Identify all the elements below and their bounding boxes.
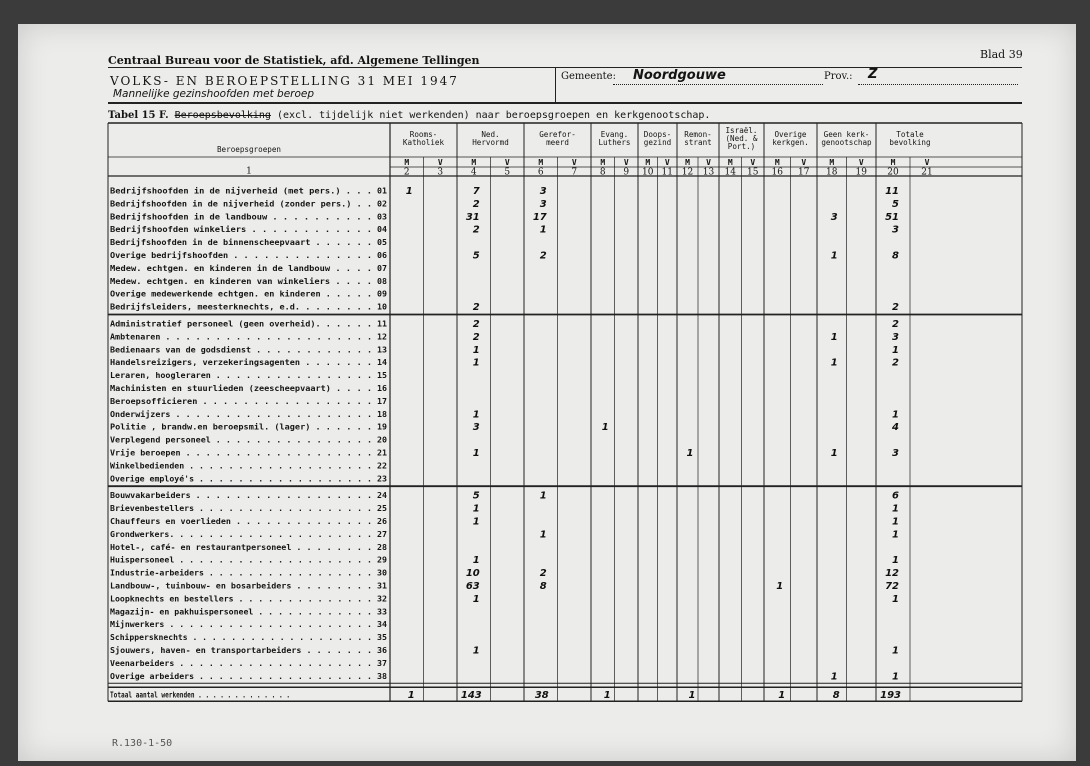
column-group-name: Gerefor-	[539, 130, 576, 139]
cell-value: 2	[472, 319, 480, 330]
column-number: 12	[681, 167, 694, 178]
handwritten-subtitle: Mannelijke gezinshoofden met beroep	[113, 88, 315, 100]
sheet-number: Blad 39	[980, 48, 1023, 61]
cell-value: 11	[885, 186, 899, 197]
cell-value: 3	[539, 198, 547, 210]
row-label: Machinisten en stuurlieden (zeescheepvaart) . . . .	[110, 383, 372, 393]
cell-value: 1	[830, 250, 838, 262]
sex-label: M	[829, 158, 835, 167]
cell-value: 1	[686, 448, 694, 459]
row-number: 30	[377, 567, 387, 578]
cell-value: 2	[472, 331, 480, 343]
row-number: 18	[377, 408, 387, 419]
cell-value: 2	[472, 302, 480, 314]
cell-value: 1	[892, 593, 899, 605]
cell-value: 3	[472, 422, 480, 434]
total-value: 1	[778, 690, 786, 702]
cell-value: 72	[885, 581, 899, 592]
cell-value: 1	[892, 555, 899, 567]
row-number: 24	[377, 490, 387, 501]
form-code: R.130-1-50	[112, 738, 173, 749]
row-label: Magazijn- en pakhuispersoneel . . . . . . . . . . . .	[110, 606, 372, 617]
column-group-name: Geen kerk-	[823, 130, 870, 139]
column-group-name: Hervormd	[472, 138, 509, 147]
cell-value: 3	[892, 224, 899, 236]
total-label: Totaal aantal werkenden . . . . . . . . . . . . .	[110, 689, 290, 700]
row-number: 14	[377, 357, 387, 368]
row-number: 03	[377, 211, 387, 222]
column-number: 8	[599, 167, 606, 178]
row-label: Politie , brandw.en beroepsmil. (lager) . . . . . .	[110, 421, 372, 432]
row-number: 37	[377, 657, 387, 668]
column-group-name: gezind	[643, 138, 672, 147]
column-number: 13	[702, 167, 715, 178]
sex-label: V	[801, 158, 807, 167]
row-label: Loopknechts en bestellers . . . . . . . . . . . . . .	[110, 593, 372, 604]
cell-value: 1	[892, 344, 899, 356]
sex-label: M	[538, 158, 544, 167]
cell-value: 6	[892, 490, 899, 502]
cell-value: 2	[892, 357, 899, 369]
row-number: 11	[377, 318, 387, 329]
row-number: 08	[377, 275, 387, 286]
bureau-name: Centraal Bureau voor de Statistiek, afd. Algemene Tellingen	[108, 54, 480, 67]
cell-value: 1	[776, 581, 784, 592]
cell-value: 1	[472, 409, 480, 421]
row-number: 35	[377, 632, 387, 643]
column-group-name: Port.)	[727, 142, 756, 151]
cell-value: 51	[885, 211, 899, 223]
row-number: 05	[377, 237, 387, 248]
column-number: 11	[661, 167, 673, 178]
row-number: 28	[377, 541, 387, 552]
row-label: Verplegend personeel . . . . . . . . . . . . . . . .	[110, 434, 372, 445]
column-group-name: meerd	[546, 138, 569, 147]
row-label: Onderwijzers . . . . . . . . . . . . . . . . . . . .	[110, 408, 372, 419]
row-label: Ambtenaren . . . . . . . . . . . . . . . . . . . . .	[110, 331, 372, 342]
sex-label: M	[645, 158, 651, 167]
row-label: Leraren, hoogleraren . . . . . . . . . . . . . . . .	[110, 370, 372, 381]
table-title-rest: (excl. tijdelijk niet werkenden) naar beroepsgroepen en kerkgenootschap.	[276, 110, 711, 121]
column-group-name: Ned.	[481, 130, 500, 139]
cell-value: 1	[472, 593, 480, 605]
sex-label: M	[600, 158, 606, 167]
row-number: 34	[377, 619, 387, 630]
sex-label: M	[404, 158, 410, 167]
sex-label: V	[858, 158, 864, 167]
cell-value: 1	[472, 516, 480, 528]
row-label: Bedienaars van de godsdienst . . . . . . . . . . . .	[110, 344, 372, 355]
gemeente-value: Noordgouwe	[633, 68, 726, 83]
row-number: 27	[377, 528, 387, 539]
row-label: Overige arbeiders . . . . . . . . . . . . . . . . . .	[110, 670, 372, 681]
cell-value: 1	[539, 529, 547, 541]
cell-value: 4	[892, 422, 899, 434]
cell-value: 1	[472, 448, 480, 459]
cell-value: 1	[892, 529, 899, 541]
row-label: Medew. echtgen. en kinderen van winkeliers . . . .	[110, 275, 372, 286]
column-number: 5	[504, 167, 511, 178]
row-number: 15	[377, 370, 387, 381]
row-label: Overige medewerkende echtgen. en kinderen . . . . .	[110, 288, 372, 299]
column-number: 17	[798, 167, 810, 178]
column-number: 2	[403, 167, 410, 178]
column-number: 6	[537, 167, 544, 178]
row-number: 07	[377, 262, 387, 273]
cell-value: 3	[892, 448, 899, 459]
row-number: 17	[377, 395, 387, 406]
row-number: 06	[377, 250, 387, 260]
row-header-label: Beroepsgroepen	[216, 145, 282, 154]
row-label: Vrije beroepen . . . . . . . . . . . . . . . . . . .	[110, 447, 372, 458]
row-label: Medew. echtgen. en kinderen in de landbouw . . . .	[110, 262, 372, 273]
row-number: 20	[377, 434, 387, 445]
column-group-name: strant	[684, 138, 712, 147]
cell-value: 5	[472, 250, 480, 262]
total-value: 1	[603, 690, 611, 702]
gemeente-label: Gemeente:	[561, 71, 616, 82]
cell-value: 1	[472, 555, 480, 567]
column-group-name: Katholiek	[402, 138, 445, 147]
cell-value: 1	[892, 645, 899, 657]
census-form-sheet	[18, 24, 1076, 761]
sex-label: M	[727, 158, 733, 167]
province-value: Z	[868, 67, 878, 82]
cell-value: 1	[405, 186, 413, 197]
cell-value: 1	[601, 422, 609, 434]
cell-value: 1	[472, 357, 480, 369]
sex-label: V	[750, 158, 756, 167]
row-number: 21	[377, 447, 387, 458]
row-label: Bedrijfshoofden in de nijverheid (met pers.) . . .	[110, 185, 372, 196]
row-label: Bedrijfshoofden in de landbouw . . . . . . . . . .	[110, 211, 372, 222]
sex-label: M	[890, 158, 896, 167]
column-number: 20	[887, 167, 899, 178]
row-label: Veenarbeiders . . . . . . . . . . . . . . . . . . . .	[110, 657, 372, 668]
row-number: 16	[377, 383, 387, 393]
row-number: 23	[377, 473, 387, 484]
row-label: Industrie-arbeiders . . . . . . . . . . . . . . . . .	[110, 567, 372, 578]
cell-value: 2	[892, 302, 899, 314]
column-group-name: Israël.	[725, 126, 758, 135]
cell-value: 3	[539, 186, 547, 197]
row-label: Hotel-, café- en restaurantpersoneel . . . . . . . .	[110, 541, 372, 552]
row-label: Bedrijfshoofden in de binnenscheepvaart . . . . . .	[110, 237, 372, 248]
sex-label: V	[437, 158, 443, 167]
cell-value: 3	[892, 331, 899, 343]
sex-label: V	[623, 158, 629, 167]
cell-value: 12	[885, 568, 899, 580]
column-number: 15	[747, 167, 759, 178]
row-label: Grondwerkers. . . . . . . . . . . . . . . . . . . . .	[110, 528, 372, 539]
row-label: Bedrijfsleiders, meesterknechts, e.d. . . . . . . .	[110, 301, 372, 312]
row-header-number: 1	[246, 166, 252, 177]
sex-label: M	[471, 158, 477, 167]
occupation-table	[18, 24, 1076, 761]
column-group-name: bevolking	[889, 138, 931, 147]
total-value: 1	[407, 690, 415, 702]
sex-label: V	[664, 158, 670, 167]
cell-value: 2	[539, 250, 547, 262]
cell-value: 1	[892, 503, 899, 515]
cell-value: 1	[539, 490, 547, 502]
column-group-name: Overige	[774, 130, 807, 139]
column-number: 3	[437, 167, 444, 178]
row-number: 01	[377, 185, 387, 196]
cell-value: 8	[539, 581, 547, 592]
cell-value: 7	[472, 186, 480, 197]
column-group-name: kerkgen.	[772, 138, 809, 147]
row-label: Bedrijfshoofden winkeliers . . . . . . . . . . . .	[110, 224, 372, 235]
row-number: 09	[377, 288, 387, 299]
cell-value: 1	[472, 344, 480, 356]
row-label: Mijnwerkers . . . . . . . . . . . . . . . . . . . . .	[110, 619, 372, 630]
column-number: 9	[623, 167, 630, 178]
sex-label: V	[571, 158, 577, 167]
column-group-name: Totale	[896, 130, 924, 139]
row-label: Winkelbedienden . . . . . . . . . . . . . . . . . . .	[110, 460, 372, 471]
sex-label: M	[685, 158, 690, 167]
cell-value: 2	[472, 198, 480, 210]
cell-value: 1	[472, 645, 480, 657]
row-number: 26	[377, 516, 387, 526]
column-group-name: Remon-	[684, 130, 712, 139]
cell-value: 5	[472, 490, 480, 502]
census-title: VOLKS- EN BEROEPSTELLING 31 MEI 1947	[110, 74, 459, 88]
column-number: 16	[771, 167, 783, 178]
cell-value: 17	[532, 211, 547, 223]
row-number: 04	[377, 224, 387, 235]
cell-value: 2	[472, 224, 480, 236]
sex-label: V	[924, 158, 930, 167]
column-group-name: Luthers	[598, 138, 631, 147]
cell-value: 1	[892, 671, 899, 683]
cell-value: 1	[892, 409, 899, 421]
column-number: 21	[921, 167, 933, 178]
cell-value: 63	[465, 581, 480, 592]
cell-value: 1	[830, 357, 838, 369]
row-label: Sjouwers, haven- en transportarbeiders . . . . . . .	[110, 645, 372, 655]
row-number: 25	[377, 503, 387, 514]
row-number: 22	[377, 460, 387, 471]
column-group-name: (Ned. &	[725, 134, 758, 143]
cell-value: 1	[472, 503, 480, 515]
struck-title: Beroepsbevolking	[174, 110, 271, 121]
column-group-name: Evang.	[600, 130, 629, 139]
row-label: Bouwvakarbeiders . . . . . . . . . . . . . . . . . .	[110, 490, 372, 501]
sex-label: V	[706, 158, 711, 167]
column-number: 18	[826, 167, 838, 178]
cell-value: 8	[892, 250, 899, 262]
row-number: 32	[377, 593, 387, 604]
row-label: Beroepsofficieren . . . . . . . . . . . . . . . . .	[110, 395, 372, 406]
row-number: 12	[377, 331, 387, 342]
total-value: 1	[688, 690, 696, 702]
total-value: 193	[880, 690, 901, 702]
row-number: 13	[377, 344, 387, 355]
cell-value: 31	[465, 211, 480, 223]
cell-value: 2	[539, 568, 547, 580]
row-number: 36	[377, 645, 387, 655]
cell-value: 1	[830, 671, 838, 683]
total-value: 143	[460, 690, 482, 702]
row-number: 33	[377, 606, 387, 617]
cell-value: 1	[830, 448, 838, 459]
column-number: 4	[470, 167, 477, 178]
row-label: Landbouw-, tuinbouw- en bosarbeiders . . . . . . . .	[110, 580, 372, 591]
cell-value: 1	[892, 516, 899, 528]
row-label: Handelsreizigers, verzekeringsagenten . . . . . . .	[110, 357, 372, 368]
column-number: 19	[855, 167, 867, 178]
cell-value: 5	[892, 198, 899, 210]
sex-label: M	[774, 158, 780, 167]
cell-value: 10	[465, 568, 480, 580]
row-label: Overige bedrijfshoofden . . . . . . . . . . . . . .	[110, 250, 372, 260]
row-number: 02	[377, 198, 387, 209]
row-label: Overige employé's . . . . . . . . . . . . . . . . . .	[110, 473, 372, 484]
row-number: 19	[377, 421, 387, 432]
province-label: Prov.:	[824, 71, 853, 82]
cell-value: 3	[830, 211, 838, 223]
row-number: 29	[377, 554, 387, 565]
row-number: 31	[377, 580, 387, 591]
cell-value: 1	[830, 331, 838, 343]
cell-value: 2	[892, 319, 899, 330]
row-label: Chauffeurs en voerlieden . . . . . . . . . . . . . .	[110, 516, 372, 526]
sex-label: V	[504, 158, 510, 167]
column-number: 7	[571, 167, 578, 178]
row-label: Schippersknechts . . . . . . . . . . . . . . . . . . .	[110, 632, 372, 643]
row-label: Administratief personeel (geen overheid). . . . . .	[110, 318, 372, 329]
column-group-name: Doops-	[643, 130, 672, 139]
column-number: 14	[724, 167, 736, 178]
total-value: 8	[832, 690, 840, 702]
table-number: Tabel 15 F.	[108, 110, 169, 121]
column-number: 10	[642, 167, 654, 178]
column-group-name: genootschap	[821, 138, 872, 147]
cell-value: 1	[539, 224, 547, 236]
row-label: Brievenbestellers . . . . . . . . . . . . . . . . . .	[110, 503, 372, 514]
total-value: 38	[534, 690, 549, 702]
column-group-name: Rooms-	[409, 130, 438, 139]
row-label: Huispersoneel . . . . . . . . . . . . . . . . . . . .	[110, 554, 372, 565]
row-number: 10	[377, 301, 387, 312]
row-label: Bedrijfshoofden in de nijverheid (zonder pers.) . .	[110, 198, 372, 209]
row-number: 38	[377, 670, 387, 681]
